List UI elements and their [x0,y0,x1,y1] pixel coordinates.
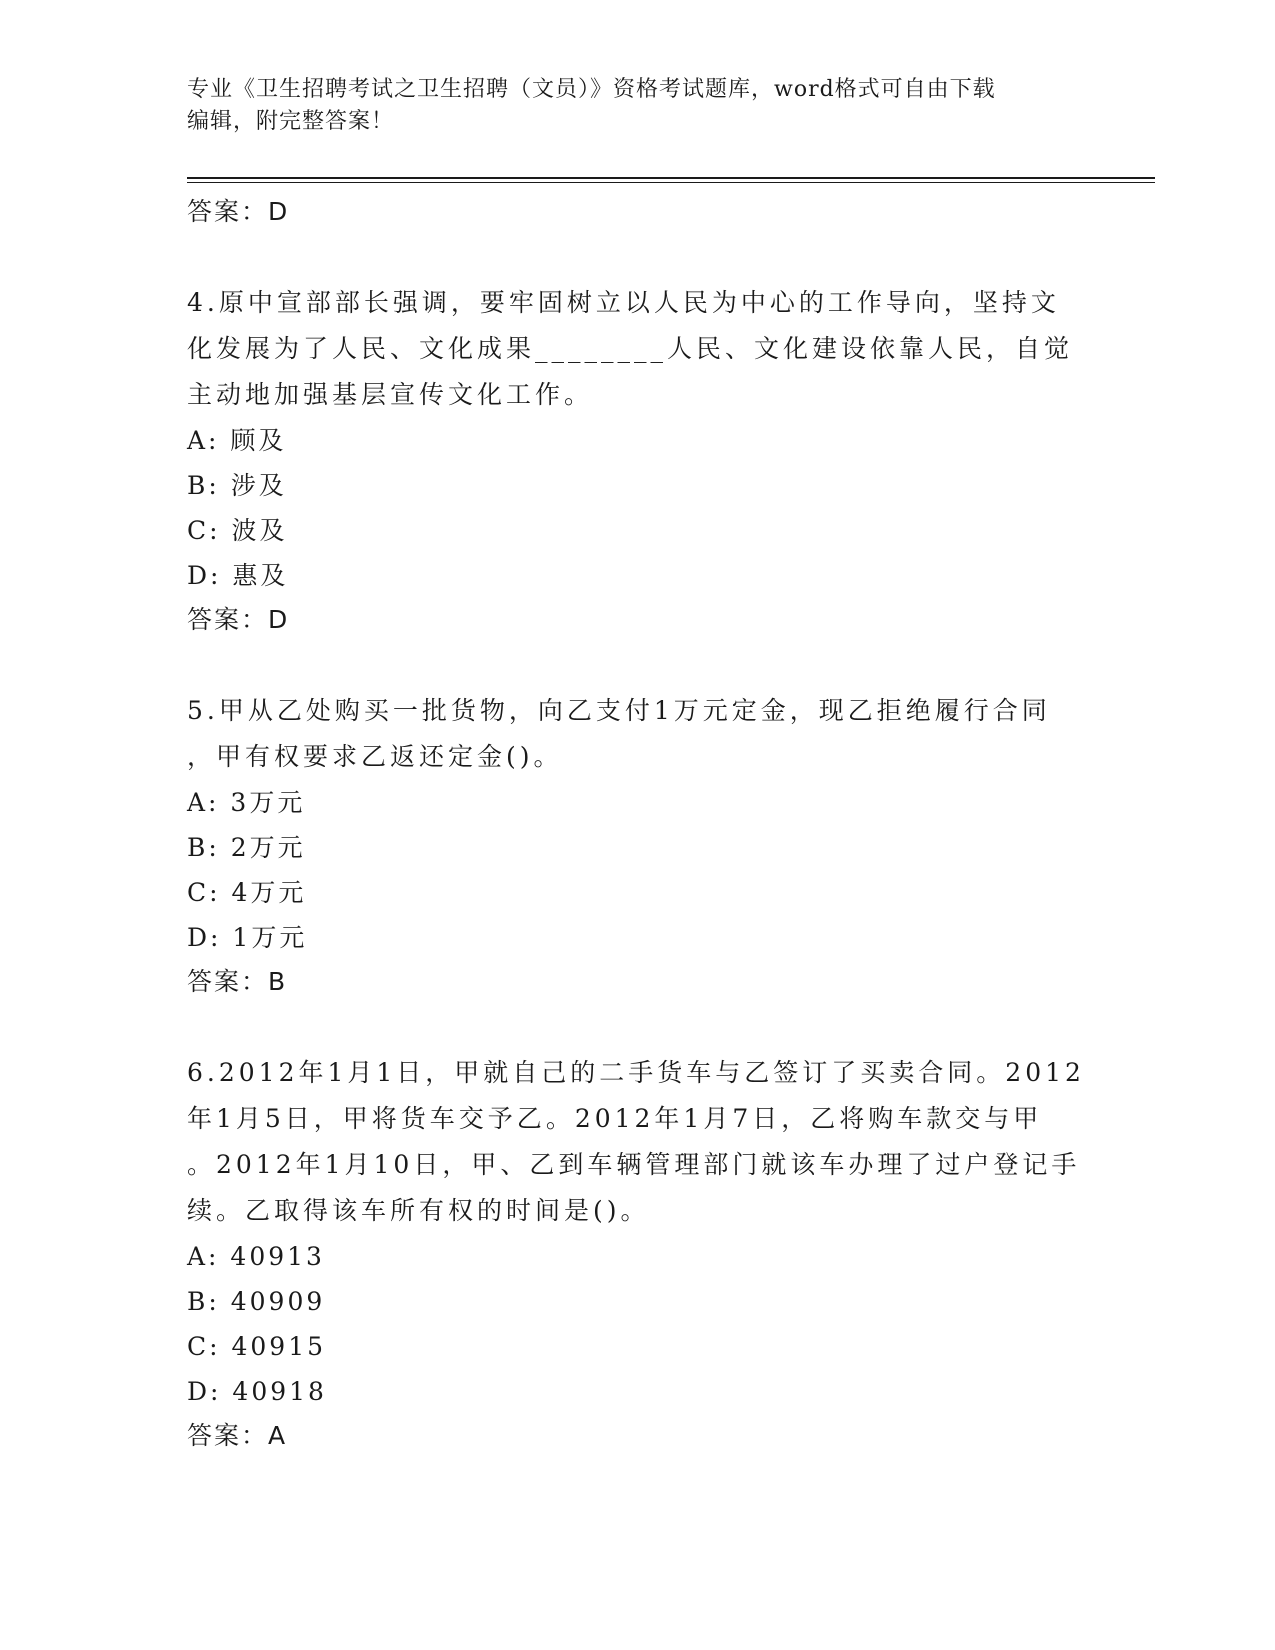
option-b: B: 涉及 [187,471,287,500]
answer-line: 答案：B [187,967,288,996]
question-text-line: 主动地加强基层宣传文化工作。 [187,380,594,409]
answer-line: 答案：D [187,197,290,226]
question-text-line: 5.甲从乙处购买一批货物，向乙支付1万元定金，现乙拒绝履行合同 [187,696,1051,725]
option-c: C: 4万元 [187,878,307,907]
answer-line: 答案：A [187,1421,288,1450]
question-text-line: 续。乙取得该车所有权的时间是()。 [187,1196,650,1225]
question-block [187,1050,1087,1458]
header-line-1: 专业《卫生招聘考试之卫生招聘（文员）》资格考试题库，word格式可自由下载 [187,77,996,102]
option-a: A: 40913 [187,1242,325,1271]
question-text-line: 4.原中宣部部长强调，要牢固树立以人民为中心的工作导向，坚持文 [187,288,1060,317]
question-text-line: 化发展为了人民、文化成果________人民、文化建设依靠人民，自觉 [187,334,1074,363]
option-a: A: 3万元 [187,788,306,817]
answer-line: 答案：D [187,605,290,634]
option-d: D: 1万元 [187,923,308,952]
header-rule-thin [187,182,1155,183]
header-rule-thick [187,177,1155,179]
question-text-line: 6.2012年1月1日，甲就自己的二手货车与乙签订了买卖合同。2012 [187,1058,1085,1087]
question-block [187,280,1087,642]
question-text-line: 。2012年1月10日，甲、乙到车辆管理部门就该车办理了过户登记手 [187,1150,1081,1179]
question-text-line: 年1月5日，甲将货车交予乙。2012年1月7日，乙将购车款交与甲 [187,1104,1043,1133]
header-line-2: 编辑，附完整答案！ [187,109,395,134]
question-text [187,280,1087,418]
document-header [187,74,1087,138]
question-block [187,688,1087,1004]
option-a: A: 顾及 [187,426,287,455]
option-d: D: 惠及 [187,561,289,590]
question-text [187,688,1087,780]
option-c: C: 波及 [187,516,288,545]
option-c: C: 40915 [187,1332,327,1361]
question-text [187,1050,1087,1234]
option-b: B: 2万元 [187,833,306,862]
question-text-line: ，甲有权要求乙返还定金()。 [187,742,563,771]
option-d: D: 40918 [187,1377,327,1406]
question-list [187,190,1087,1458]
option-b: B: 40909 [187,1287,326,1316]
